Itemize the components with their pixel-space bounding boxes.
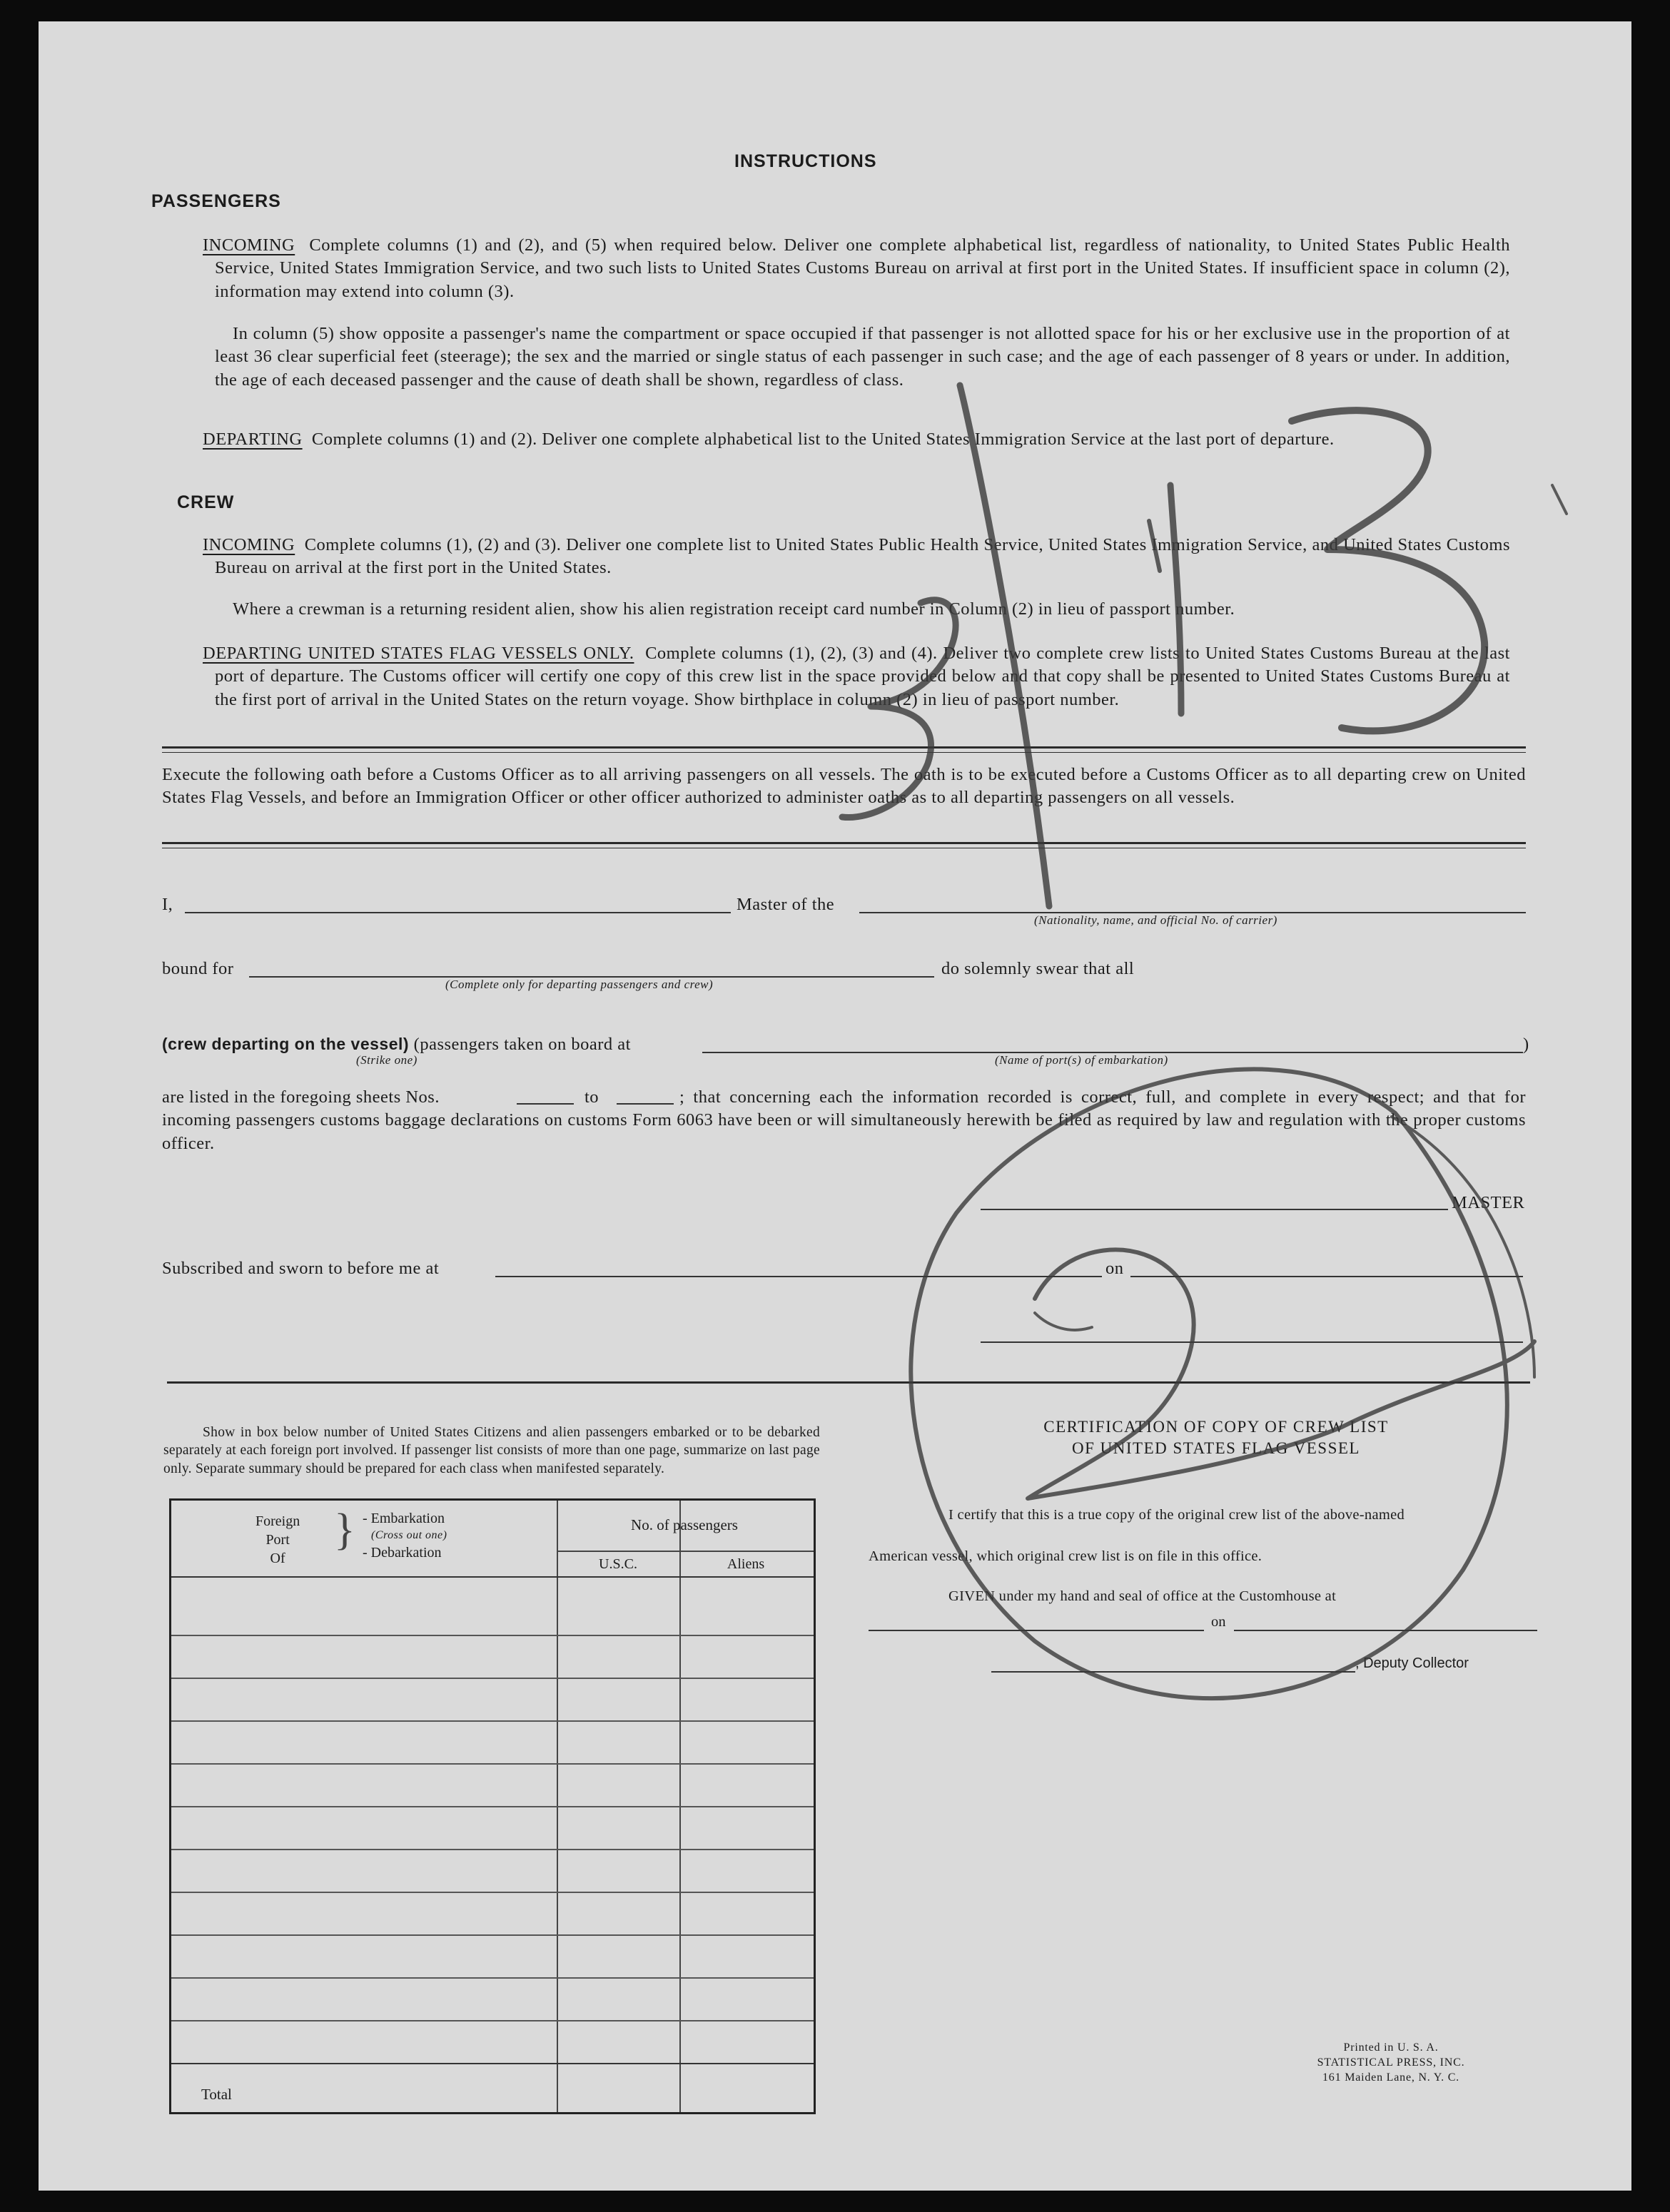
oath-i-label: I, <box>162 895 173 914</box>
given-line: GIVEN under my hand and seal of office at the Customhouse at <box>948 1588 1337 1604</box>
listed-label: are listed in the foregoing sheets Nos. <box>162 1087 440 1107</box>
bound-for-caption: (Complete only for departing passengers and crew) <box>445 978 714 991</box>
carrier-caption: (Nationality, name, and official No. of carrier) <box>1034 913 1277 927</box>
passengers-incoming-paragraph <box>203 234 1510 303</box>
usc-header: U.S.C. <box>599 1556 637 1572</box>
column5-paragraph: In column (5) show opposite a passenger's name the compartment or space occupied if that passenger is not allotted space for his or her exclusive use in the proportion of at least 36 clear superficial feet (steerage); the sex and the married or single status of each passenger in such case; and the age of each passenger of 8 years or under. In addition, the age of each deceased passenger and the cause of death shall be shown, regardless of class. <box>215 324 1510 390</box>
oath-intro: Execute the following oath before a Customs Officer as to all arriving passengers on all vessels. The oath is to be executed before a Customs Officer as to all departing crew on United States Flag Vessels, and before an Immigration Officer or other officer authorized to administer oaths as to all departing passengers on all vessels. <box>162 765 1526 808</box>
summary-instruction: Show in box below number of United States Citizens and alien passengers embarked or to be debarked separately at each foreign port involved. If passenger list consists of more than one page, summarize on last page only. Separate summary should be prepared for each class when manifested separately. <box>163 1425 820 1476</box>
crew-incoming-text: Complete columns (1), (2) and (3). Deliver one complete list to United States Public Health Service, United States Immigration Service, and United States Customs Bureau on arrival at the first port in the United States. <box>215 535 1511 578</box>
total-label: Total <box>201 2086 232 2103</box>
passengers-incoming-text: Complete columns (1) and (2), and (5) when required below. Deliver one complete alphabetical list, regardless of nationality, to United States Public Health Service, United States Immigration Service, and two such lists to United States Customs Bureau on arrival at first port in the United States. If insufficient space in column (2), information may extend into column (3). <box>215 235 1511 301</box>
master-name-field[interactable] <box>185 912 731 913</box>
subscribed-date-field[interactable] <box>1130 1276 1523 1277</box>
header-divider <box>557 1551 814 1552</box>
passengers-heading: PASSENGERS <box>151 191 281 211</box>
table-row[interactable] <box>171 1934 814 1936</box>
certification-date-field[interactable] <box>1234 1630 1537 1631</box>
table-row[interactable] <box>171 1763 814 1765</box>
subscribed-place-field[interactable] <box>495 1276 1102 1277</box>
passengers-taken-option[interactable]: (passengers taken on board at <box>413 1035 631 1054</box>
crew-incoming-paragraph <box>203 534 1510 580</box>
crew-departing-option[interactable]: (crew departing on the vessel) <box>162 1035 410 1053</box>
strike-one-caption: (Strike one) <box>356 1053 418 1067</box>
aliens-header: Aliens <box>727 1556 765 1572</box>
no-of-passengers-header: No. of passengers <box>631 1516 738 1533</box>
bound-for-label: bound for <box>162 959 234 978</box>
brace-icon: } <box>334 1506 355 1554</box>
ports-caption: (Name of port(s) of embarkation) <box>995 1053 1168 1067</box>
close-paren: ) <box>1523 1035 1529 1054</box>
table-row[interactable] <box>171 2063 814 2064</box>
divider <box>162 842 1526 844</box>
crew-departing-text: Complete columns (1), (2), (3) and (4). Deliver two complete crew lists to United States Customs Bureau at the last port of departure. The Customs officer will certify one copy of this crew list in the space provided below and that copy shall be presented to United States Customs Bureau at the first port of arrival in the United States on the return voyage. Show birthplace in column (2) in lieu of passport number. <box>215 644 1510 709</box>
table-row[interactable] <box>171 1720 814 1722</box>
printer-line1: Printed in U. S. A. <box>1343 2041 1439 2054</box>
subscribed-label: Subscribed and sworn to before me at <box>162 1259 440 1278</box>
customhouse-place-field[interactable] <box>869 1630 1204 1631</box>
to-label: to <box>584 1087 599 1107</box>
subscribed-on-label: on <box>1105 1259 1124 1278</box>
passengers-incoming-label: INCOMING <box>203 235 295 255</box>
table-row[interactable] <box>171 2020 814 2021</box>
divider <box>162 752 1526 753</box>
embarkation-option[interactable]: - Embarkation <box>363 1511 445 1526</box>
divider <box>162 746 1526 749</box>
table-row[interactable] <box>171 1977 814 1979</box>
certification-on-label: on <box>1211 1614 1226 1630</box>
master-label: MASTER <box>1452 1193 1525 1212</box>
passengers-departing-paragraph <box>203 428 1510 451</box>
master-signature-field[interactable] <box>981 1209 1448 1210</box>
foreign-port-of-label <box>255 1512 300 1568</box>
printer-line3: 161 Maiden Lane, N. Y. C. <box>1322 2071 1459 2084</box>
printer-line2: STATISTICAL PRESS, INC. <box>1317 2056 1465 2069</box>
printer-imprint <box>1248 2041 1534 2085</box>
of-word: Of <box>270 1551 285 1566</box>
cross-out-caption: (Cross out one) <box>371 1529 447 1541</box>
table-row[interactable] <box>171 1849 814 1850</box>
debarkation-option[interactable]: - Debarkation <box>363 1545 442 1561</box>
foreign-word: Foreign <box>255 1513 300 1529</box>
deputy-collector-signature-field[interactable] <box>991 1671 1355 1673</box>
port-word: Port <box>265 1532 290 1548</box>
certification-title <box>895 1416 1537 1459</box>
summary-table <box>169 1498 816 2114</box>
instructions-title: INSTRUCTIONS <box>734 151 877 171</box>
table-row[interactable] <box>171 1678 814 1679</box>
header-divider <box>171 1576 814 1578</box>
swear-text: do solemnly swear that all <box>941 959 1135 978</box>
certification-title-line2: OF UNITED STATES FLAG VESSEL <box>1072 1439 1360 1457</box>
passengers-departing-label: DEPARTING <box>203 430 303 449</box>
crew-incoming-label: INCOMING <box>203 535 295 554</box>
listed-text: ; that concerning each the information recorded is correct, full, and complete in every respect; and that for incoming passengers customs baggage declarations on customs Form 6063 have been or will simultaneously herewith be filed as required by law and regulation with the proper customs officer. <box>162 1087 1526 1153</box>
certify-line1: I certify that this is a true copy of the original crew list of the above-named <box>948 1507 1405 1523</box>
passengers-departing-text: Complete columns (1) and (2). Deliver one complete alphabetical list to the United States Immigration Service at the last port of departure. <box>311 430 1335 449</box>
deputy-collector-label: , Deputy Collector <box>1355 1655 1469 1671</box>
document-page <box>39 21 1631 2191</box>
officer-signature-field[interactable] <box>981 1341 1523 1343</box>
table-row[interactable] <box>171 1635 814 1636</box>
master-of-the-label: Master of the <box>737 895 835 914</box>
divider <box>167 1381 1530 1384</box>
table-row[interactable] <box>171 1892 814 1893</box>
crew-heading: CREW <box>177 492 235 512</box>
certification-title-line1: CERTIFICATION OF COPY OF CREW LIST <box>1043 1418 1389 1436</box>
table-row[interactable] <box>171 1806 814 1807</box>
crew-departing-label: DEPARTING UNITED STATES FLAG VESSELS ONLY. <box>203 644 634 663</box>
crew-departing-paragraph <box>203 642 1510 711</box>
certify-line2: American vessel, which original crew list is on file in this office. <box>869 1548 1262 1564</box>
resident-alien-paragraph: Where a crewman is a returning resident alien, show his alien registration receipt card number in Column (2) in lieu of passport number. <box>233 599 1235 619</box>
